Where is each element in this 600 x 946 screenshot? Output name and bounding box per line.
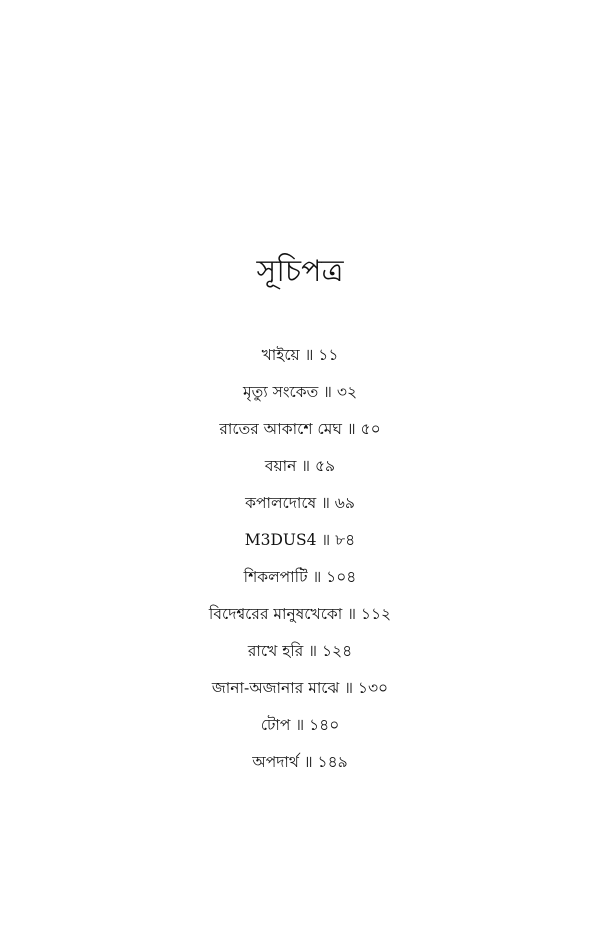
toc-entry: শিকলপাটি ॥ ১০৪	[243, 568, 357, 586]
toc-entry: বয়ান ॥ ৫৯	[264, 457, 336, 475]
toc-entry: টোপ ॥ ১৪০	[260, 716, 340, 734]
toc-entry: রাখে হরি ॥ ১২৪	[247, 642, 353, 660]
toc-entry: অপদার্থ ॥ ১৪৯	[252, 753, 348, 771]
toc-entry: মৃত্যু সংকেত ॥ ৩২	[242, 383, 358, 401]
page-title: সূচিপত্র	[256, 254, 344, 289]
toc-entry: রাতের আকাশে মেঘ ॥ ৫০	[219, 420, 381, 438]
toc-entry: জানা-অজানার মাঝে ॥ ১৩০	[211, 679, 389, 697]
table-of-contents	[0, 340, 600, 784]
toc-entry: বিদেশ্বরের মানুষখেকো ॥ ১১২	[208, 605, 392, 623]
toc-entry: M3DUS4 ॥ ৮৪	[244, 531, 356, 549]
toc-entry: কপালদোষে ॥ ৬৯	[245, 494, 355, 512]
toc-entry: খাইয়ে ॥ ১১	[261, 346, 339, 364]
